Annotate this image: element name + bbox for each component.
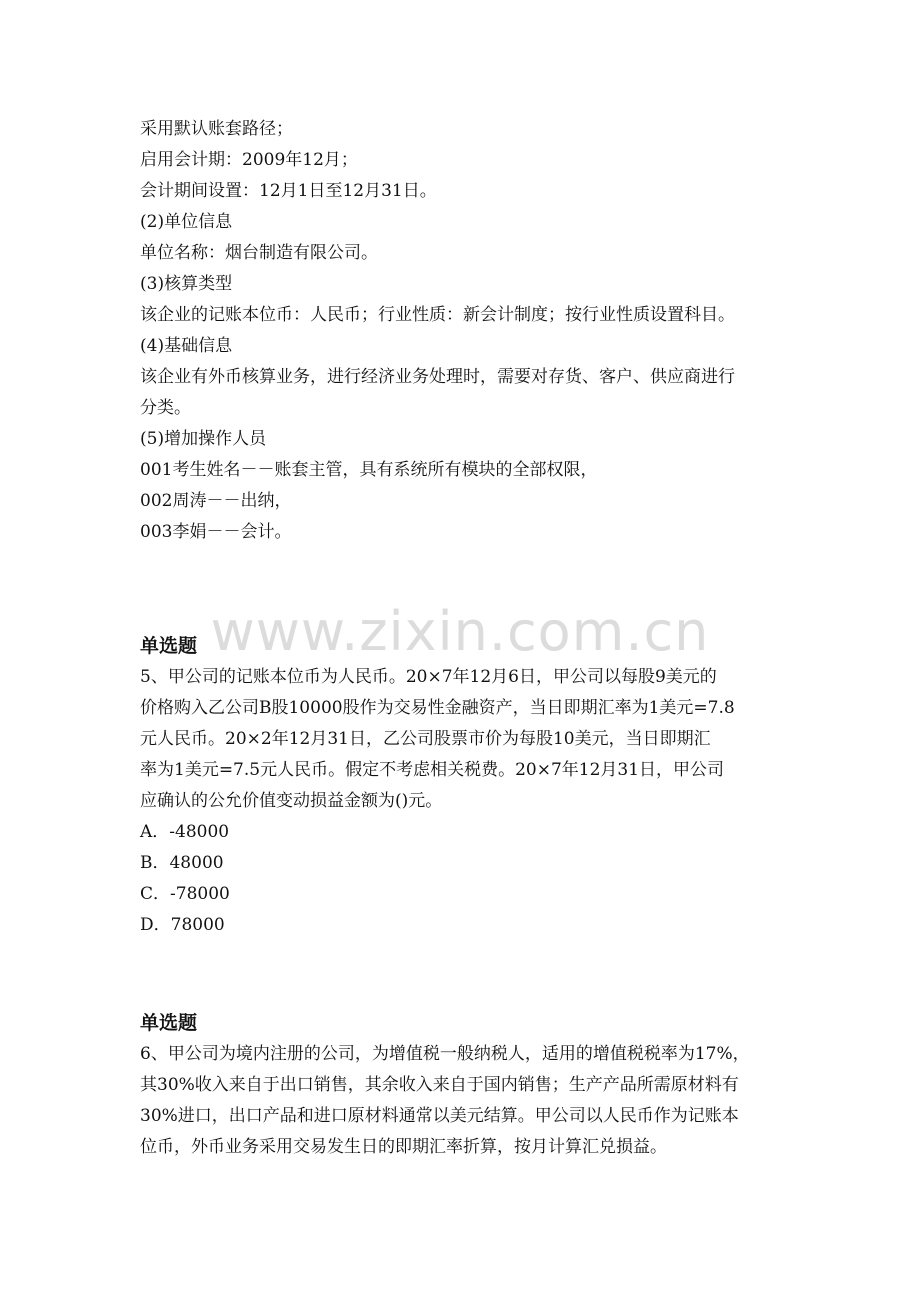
section-label: (4)基础信息	[140, 336, 233, 356]
text-line: 采用默认账套路径；	[140, 119, 293, 139]
text-line: 启用会计期：2009年12月；	[140, 150, 358, 170]
question-text: 30%进口，出口产品和进口原材料通常以美元结算。甲公司以人民币作为记账本	[140, 1106, 739, 1126]
section-label: (5)增加操作人员	[140, 429, 267, 449]
section-label: (2)单位信息	[140, 212, 233, 232]
section-label: (3)核算类型	[140, 274, 233, 294]
option-c: C．-78000	[140, 884, 230, 904]
question-text: 元人民币。20×2年12月31日，乙公司股票市价为每股10美元，当日即期汇	[140, 729, 711, 749]
text-line: 会计期间设置：12月1日至12月31日。	[140, 181, 437, 201]
question-text: 5、甲公司的记账本位币为人民币。20×7年12月6日，甲公司以每股9美元的	[140, 667, 717, 687]
question-6	[140, 1008, 790, 1163]
text-line: 该企业有外币核算业务，进行经济业务处理时，需要对存货、客户、供应商进行	[140, 367, 735, 387]
option-b: B．48000	[140, 853, 224, 873]
question-text: 6、甲公司为境内注册的公司，为增值税一般纳税人，适用的增值税税率为17%，	[140, 1044, 750, 1064]
spacer	[140, 548, 790, 631]
text-line: 001考生姓名－－账套主管，具有系统所有模块的全部权限，	[140, 460, 598, 480]
spacer	[140, 941, 790, 1008]
document-content	[140, 114, 790, 1163]
question-text: 应确认的公允价值变动损益金额为()元。	[140, 791, 443, 811]
question-text: 其30%收入来自于出口销售，其余收入来自于国内销售；生产产品所需原材料有	[140, 1075, 739, 1095]
option-d: D．78000	[140, 915, 225, 935]
option-a: A．-48000	[140, 822, 230, 842]
question-heading: 单选题	[140, 635, 198, 657]
text-line: 该企业的记账本位币：人民币；行业性质：新会计制度；按行业性质设置科目。	[140, 305, 735, 325]
text-line: 分类。	[140, 398, 191, 418]
question-heading: 单选题	[140, 1012, 198, 1034]
intro-section	[140, 114, 790, 548]
text-line: 002周涛－－出纳，	[140, 491, 292, 511]
text-line: 单位名称：烟台制造有限公司。	[140, 243, 378, 263]
question-text: 价格购入乙公司B股10000股作为交易性金融资产，当日即期汇率为1美元=7.8	[140, 698, 735, 718]
question-text: 率为1美元=7.5元人民币。假定不考虑相关税费。20×7年12月31日，甲公司	[140, 760, 725, 780]
text-line: 003李娟－－会计。	[140, 522, 292, 542]
question-5	[140, 631, 790, 941]
question-text: 位币，外币业务采用交易发生日的即期汇率折算，按月计算汇兑损益。	[140, 1137, 667, 1157]
watermark: www.zixin.com.cn	[210, 600, 710, 663]
